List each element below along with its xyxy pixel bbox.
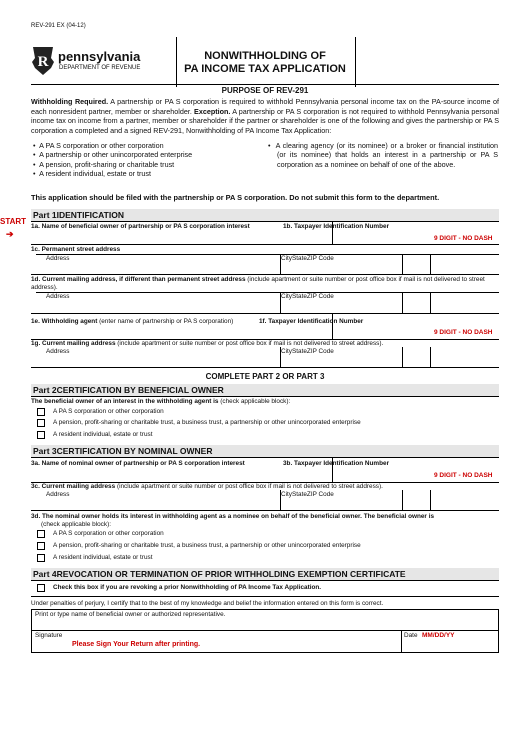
exception-label: Exception. <box>194 106 231 116</box>
purpose-paragraph <box>31 97 499 135</box>
mailing-state-field[interactable] <box>403 300 429 312</box>
address-label: Address <box>46 255 70 262</box>
part2-option-label: A pension, profit-sharing or charitable trust, a business trust, a partnership or other unincorporated enterprise <box>53 419 361 426</box>
bullet-right: • A clearing agency (or its nominee) or a broker or financial institution (or its nominee) that holds an interest in a partnership or PA S corporation as a nominee on behalf of one of the above. <box>268 141 498 169</box>
part2-option-label: A resident individual, estate or trust <box>53 431 153 438</box>
address-label: Address <box>46 491 70 498</box>
tin-format-hint: 9 DIGIT - NO DASH <box>434 235 493 242</box>
part2-option-trust-checkbox[interactable] <box>37 419 45 427</box>
logo-name: pennsylvania <box>58 49 141 64</box>
divider <box>31 274 499 275</box>
bullet-item: • A resident individual, estate or trust <box>33 169 151 179</box>
address-label: Address <box>46 293 70 300</box>
divider <box>332 313 333 339</box>
city-state-zip-label: CityStateZIP Code <box>281 491 334 498</box>
permanent-state-field[interactable] <box>403 262 429 273</box>
title-line-2: PA INCOME TAX APPLICATION <box>184 63 346 75</box>
divider <box>401 630 402 653</box>
withholding-required-label: Withholding Required. <box>31 97 109 106</box>
signature-label: Signature <box>35 632 63 639</box>
tin-format-hint: 9 DIGIT - NO DASH <box>434 472 493 479</box>
complete-part-heading: COMPLETE PART 2 OR PART 3 <box>205 372 325 381</box>
divider <box>31 221 499 222</box>
divider <box>31 457 499 458</box>
part3-option-corporation-checkbox[interactable] <box>37 530 45 538</box>
date-label: Date <box>404 632 418 639</box>
beneficial-owner-name-field[interactable] <box>31 231 331 243</box>
divider <box>31 313 499 314</box>
revoke-prior-application-checkbox[interactable] <box>37 584 45 592</box>
divider <box>332 221 333 244</box>
field-1b-label: 1b. Taxpayer Identification Number <box>283 223 390 230</box>
field-1g-label: 1g. Current mailing address (include apartment or suite number or post office box if mail is not delivered to street address). <box>31 340 384 347</box>
bullets-left <box>33 141 253 179</box>
purpose-text-1: A partnership or PA S corporation is required to withhold Pennsylvania personal income tax on the PA-source income of each nonresident partner, member or shareholder. <box>31 97 499 116</box>
bullet-item: • A pension, profit-sharing or charitable trust <box>33 159 175 169</box>
divider <box>31 630 499 631</box>
divider <box>31 396 499 397</box>
bullet-right-text: A clearing agency (or its nominee) or a broker or financial institution (or its nominee) that holds an interest in a partnership or PA S corporation as a nominee on behalf of one of the above. <box>275 141 498 169</box>
field-1c-label: 1c. Permanent street address <box>31 246 121 253</box>
agent-state-field[interactable] <box>403 355 429 366</box>
divider <box>31 367 499 368</box>
purpose-text-2: A partnership or PA S corporation is not required to withhold Pennsylvania personal income tax on income from a partner, member or shareholder if the partner or shareholder is one of the following and gives the partnership or PA S corporation a completed and a signed REV-291, Nonwithholding of PA Income Tax Application: <box>31 106 499 135</box>
agent-address-field[interactable] <box>37 355 279 366</box>
part1-heading: Part 1IDENTIFICATION <box>31 209 499 221</box>
part2-option-label: A PA S corporation or other corporation <box>53 408 164 415</box>
permanent-city-field[interactable] <box>281 262 401 273</box>
part2-intro: The beneficial owner of an interest in the withholding agent is (check applicable block): <box>31 398 291 405</box>
field-3d-label: 3d. The nominal owner holds its interest in withholding agent as a nominee on behalf of the beneficial owner. The beneficial owner is (check applicable block): <box>31 513 435 528</box>
nominal-owner-name-field[interactable] <box>31 469 331 481</box>
print-name-label: Print or type name of beneficial owner or authorized representative. <box>35 611 226 618</box>
part3-option-label: A PA S corporation or other corporation <box>53 530 164 537</box>
date-format-hint: MM/DD/YY <box>422 632 455 639</box>
mailing-zip-field[interactable] <box>431 300 498 312</box>
field-1f-label: 1f. Taxpayer Identification Number <box>259 318 364 325</box>
purpose-heading: PURPOSE OF REV-291 <box>221 86 309 95</box>
nominal-state-field[interactable] <box>403 498 429 509</box>
nominal-city-field[interactable] <box>281 498 401 509</box>
start-arrow-icon: ➔ <box>6 229 14 239</box>
part3-option-trust-checkbox[interactable] <box>37 542 45 550</box>
sign-after-printing-note: Please Sign Your Return after printing. <box>72 641 201 648</box>
bullet-item: • A PA S corporation or other corporation <box>33 141 164 150</box>
part2-heading: Part 2CERTIFICATION BY BENEFICIAL OWNER <box>31 384 499 396</box>
title-line-1: NONWITHHOLDING OF <box>204 50 326 62</box>
field-1e-label: 1e. Withholding agent (enter name of partnership or PA S corporation) <box>31 318 234 325</box>
keystone-logo-icon <box>31 46 55 76</box>
field-1d-label: 1d. Current mailing address, if different than permanent street address (include apartment or suite number or post office box if mail is not delivered to street address). <box>31 276 485 291</box>
divider <box>31 596 499 597</box>
agent-zip-field[interactable] <box>431 355 498 366</box>
field-3a-label: 3a. Name of nominal owner of partnership or PA S corporation interest <box>31 460 245 467</box>
city-state-zip-label: CityStateZIP Code <box>281 293 334 300</box>
part3-option-label: A pension, profit-sharing or charitable trust, a business trust, a partnership or other unincorporated enterprise <box>53 542 361 549</box>
part3-option-individual-checkbox[interactable] <box>37 554 45 562</box>
tin-format-hint: 9 DIGIT - NO DASH <box>434 329 493 336</box>
bullet-item: • A partnership or other unincorporated enterprise <box>33 150 193 160</box>
nominal-zip-field[interactable] <box>431 498 498 509</box>
signature-field[interactable] <box>33 639 399 652</box>
city-state-zip-label: CityStateZIP Code <box>281 255 334 262</box>
field-1a-label: 1a. Name of beneficial owner of partnership or PA S corporation interest <box>31 223 250 230</box>
divider <box>31 84 499 85</box>
pa-revenue-logo <box>31 46 171 80</box>
nominal-address-field[interactable] <box>37 498 279 509</box>
withholding-agent-field[interactable] <box>31 326 331 338</box>
field-3c-label: 3c. Current mailing address (include apartment or suite number or post office box if mail is not delivered to street address). <box>31 483 383 490</box>
field-3b-label: 3b. Taxpayer Identification Number <box>283 460 390 467</box>
date-field[interactable] <box>403 640 497 652</box>
logo-department: DEPARTMENT OF REVENUE <box>59 65 141 71</box>
part3-option-label: A resident individual, estate or trust <box>53 554 153 561</box>
part4-heading: Part 4REVOCATION OR TERMINATION OF PRIOR WITHHOLDING EXEMPTION CERTIFICATE <box>31 568 499 580</box>
mailing-address-field[interactable] <box>37 300 279 312</box>
part2-option-corporation-checkbox[interactable] <box>37 408 45 416</box>
mailing-city-field[interactable] <box>281 300 401 312</box>
divider <box>31 244 499 245</box>
permanent-zip-field[interactable] <box>431 262 498 273</box>
part3-heading: Part 3CERTIFICATION BY NOMINAL OWNER <box>31 445 499 457</box>
start-marker: START <box>0 217 27 226</box>
revoke-prior-application-label: Check this box if you are revoking a prior Nonwithholding of PA Income Tax Application. <box>53 584 322 591</box>
logo-letter: R <box>37 54 49 70</box>
permanent-address-field[interactable] <box>37 262 279 273</box>
agent-city-field[interactable] <box>281 355 401 366</box>
city-state-zip-label: CityStateZIP Code <box>281 348 334 355</box>
divider <box>332 457 333 482</box>
divider <box>31 580 499 581</box>
perjury-statement: Under penalties of perjury, I certify that to the best of my knowledge and belief the information entered on this form is correct. <box>31 600 384 607</box>
print-name-field[interactable] <box>33 620 497 630</box>
part2-option-individual-checkbox[interactable] <box>37 431 45 439</box>
address-label: Address <box>46 348 70 355</box>
form-title <box>176 50 354 76</box>
form-number: REV-291 EX (04-12) <box>31 23 86 29</box>
divider <box>31 510 499 511</box>
filing-notice: This application should be filed with the partnership or PA S corporation. Do not submit this form to the department. <box>31 193 440 202</box>
